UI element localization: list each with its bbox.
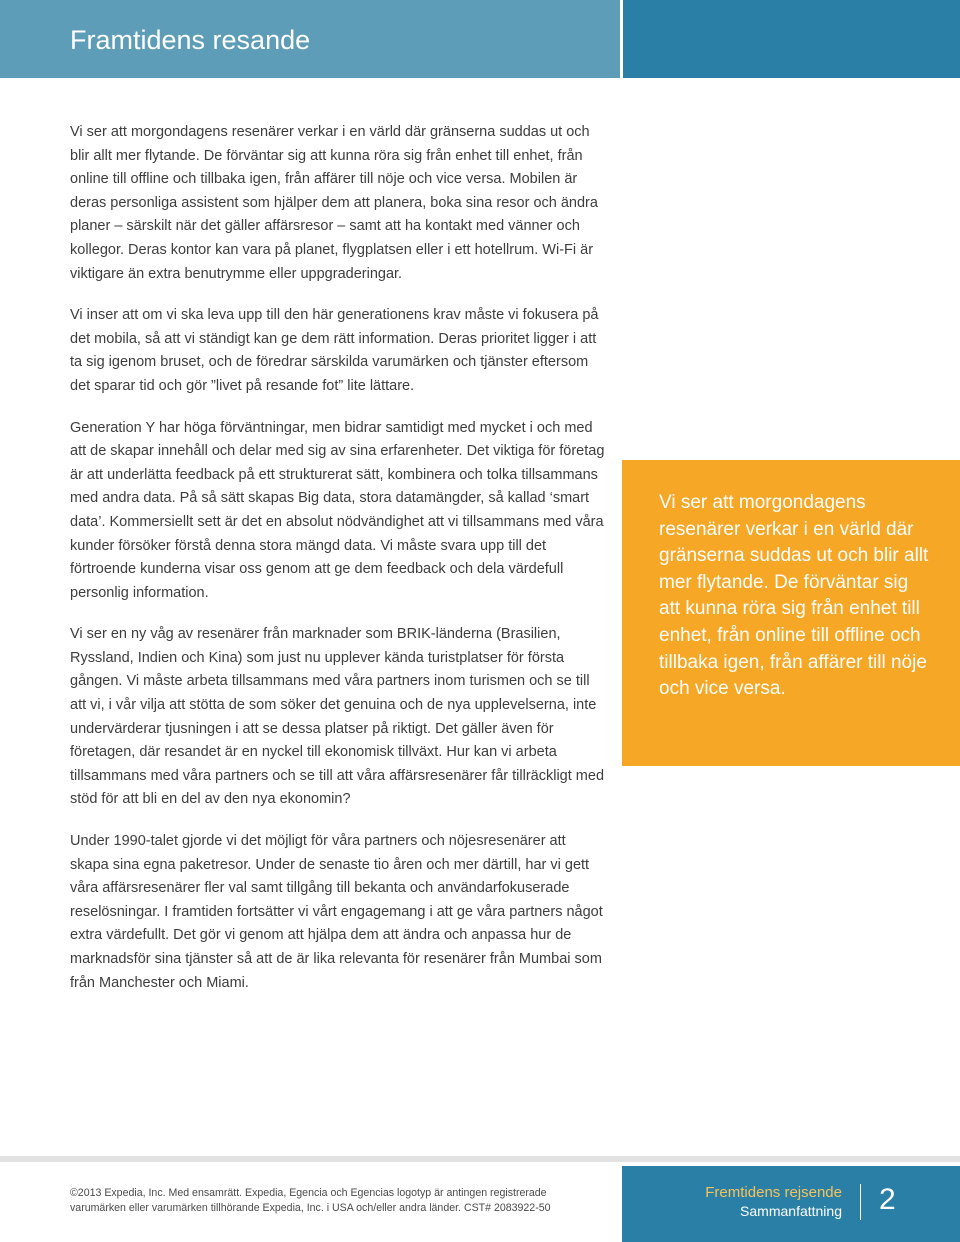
- footer-section-title: Fremtidens rejsende: [705, 1184, 842, 1201]
- footer-divider-rule: [0, 1156, 960, 1162]
- body-text: [70, 121, 606, 1013]
- paragraph-5: Under 1990-talet gjorde vi det möjligt för våra partners och nöjesresenärer att skapa sina egna paketresor. Under de senaste tio åren och mer därtill, har vi gett våra affärsresenärer fler val samt tillgång till bekanta och användarfokuserade reselösningar. I framtiden fortsätter vi vårt engagemang i att ge våra partners något extra värdefullt. Det gör vi genom att hjälpa dem att ändra och anpassa hur de marknadsför sina tjänster så att de är lika relevanta för resenärer från Mumbai som från Manchester och Miami.: [70, 833, 603, 991]
- paragraph-3: Generation Y har höga förväntningar, men bidrar samtidigt med mycket i och med att de skapar innehåll och delar med sig av sina erfarenheter. Det viktiga för företag är att underlätta feedback på ett strukturerat sätt, kombinera och tolka tillsammans med andra data. På så sätt skapas Big data, stora datamängder, så kallad ‘smart data’. Kommersiellt sett är det en absolut nödvändighet att vi tillsammans med våra kunder försöker förstå denna stora mängd data. Vi måste svara upp till det förtroende kunderna visar oss genom att ge dem feedback och dela värdefull personlig information.: [70, 419, 605, 601]
- footer-vertical-divider: [860, 1184, 861, 1220]
- copyright-notice: [70, 1186, 610, 1216]
- header-accent-block: [623, 0, 960, 78]
- paragraph-1: Vi ser att morgondagens resenärer verkar i en värld där gränserna suddas ut och blir allt mer flytande. De förväntar sig att kunna röra sig från enhet till enhet, från online till offline och tillbaka igen, från affärer till nöje och vice versa. Mobilen är deras personliga assistent som hjälper dem att planera, boka sina resor och ändra planer – särskilt när det gäller affärsresor – samt att ha kontakt med vänner och kollegor. Deras kontor kan vara på planet, flygplatsen eller i ett hotellrum. Wi-Fi är viktigare än extra benutrymme eller uppgraderingar.: [70, 124, 598, 282]
- pull-quote-text: Vi ser att morgondagens resenärer verkar i en värld där gränserna suddas ut och blir allt mer flytande. De förväntar sig att kunna röra sig från enhet till enhet, från online till offline och tillbaka igen, från affärer till nöje och vice versa.: [659, 492, 929, 700]
- paragraph-4: Vi ser en ny våg av resenärer från marknader som BRIK-länderna (Brasilien, Ryssland, Indien och Kina) som just nu upplever kända turistplatser för första gången. Vi måste arbeta tillsammans med våra partners inom turismen och se till att vi, i vår vilja att stötta de som söker det genuina och de nya upplevelserna, inte undervärderar tjusningen i att se dessa platser på riktigt. Det gäller även för företagen, där resandet är en nyckel till ekonomisk tillväxt. Hur kan vi arbeta tillsammans med våra partners och se till att våra affärsresenärer får tillräckligt med stöd för att bli en del av den nya ekonomin?: [70, 626, 605, 808]
- copyright-line-2: varumärken eller varumärken tillhörande Expedia, Inc. i USA och/eller andra länder. CST# 2083922-50: [70, 1202, 551, 1215]
- paragraph-2: Vi inser att om vi ska leva upp till den här generationens krav måste vi fokusera på det mobila, så att vi ständigt kan ge dem rätt information. Deras prioritet ligger i att ta sig igenom bruset, och de föredrar särskilda varumärken och tjänster eftersom det sparar tid och gör ”livet på resande fot” lite lättare.: [70, 307, 599, 394]
- pull-quote-box: [622, 460, 960, 766]
- copyright-line-1: ©2013 Expedia, Inc. Med ensamrätt. Expedia, Egencia och Egencias logotyp är antingen registrerade: [70, 1187, 547, 1199]
- footer-brand-block: [622, 1166, 960, 1242]
- page-title: Framtidens resande: [70, 25, 311, 55]
- footer-subsection-title: Sammanfattning: [740, 1203, 842, 1219]
- page-number: 2: [879, 1183, 896, 1216]
